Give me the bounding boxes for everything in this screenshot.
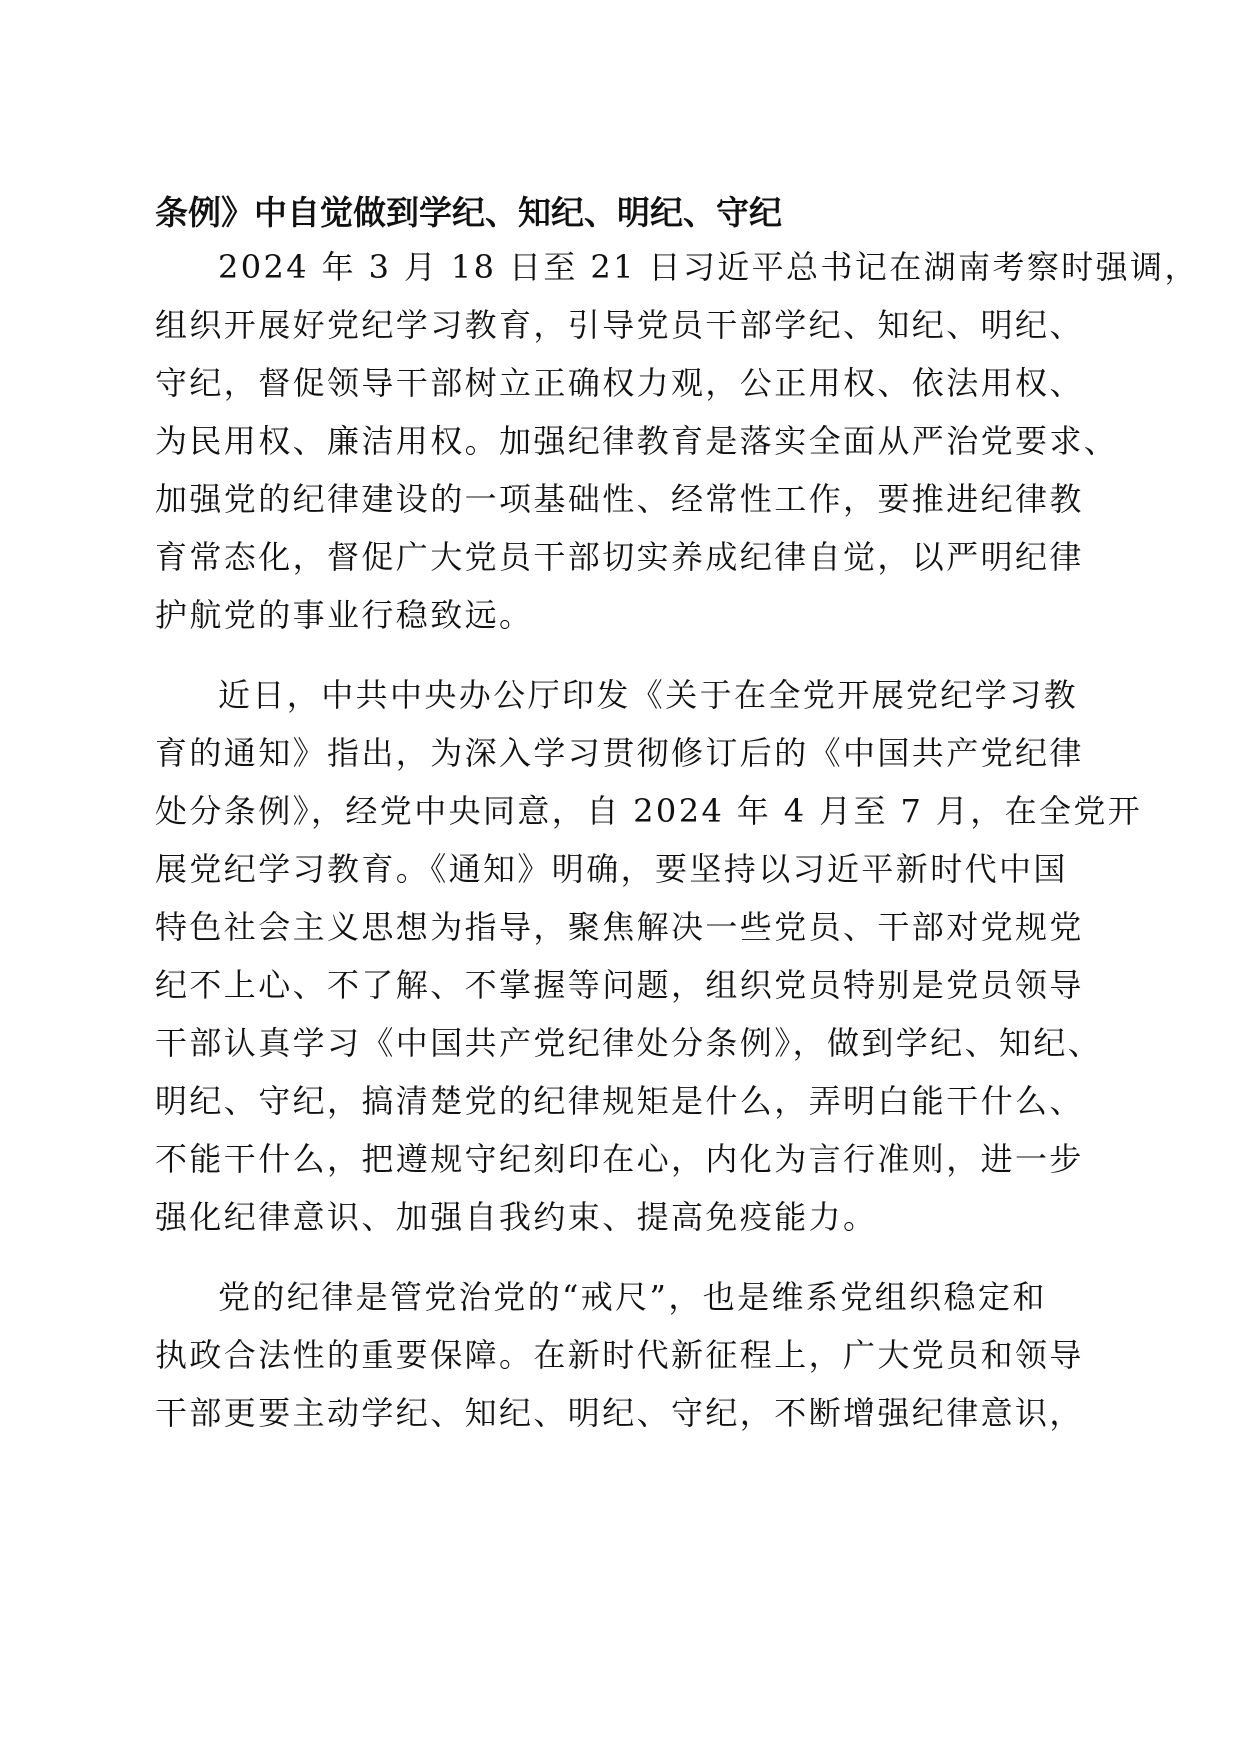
paragraph-1-line-3: 守纪，督促领导干部树立正确权力观，公正用权、依法用权、: [155, 364, 1084, 402]
paragraph-2-line-8: 明纪、守纪，搞清楚党的纪律规矩是什么，弄明白能干什么、: [155, 1082, 1084, 1120]
paragraph-1-line-2: 组织开展好党纪学习教育，引导党员干部学纪、知纪、明纪、: [155, 306, 1084, 344]
paragraph-2-line-9: 不能干什么，把遵规守纪刻印在心，内化为言行准则，进一步: [155, 1140, 1084, 1178]
section-heading: 条例》中自觉做到学纪、知纪、明纪、守纪: [155, 193, 782, 232]
paragraph-1-line-7: 护航党的事业行稳致远。: [155, 596, 534, 634]
paragraph-1-line-4: 为民用权、廉洁用权。加强纪律教育是落实全面从严治党要求、: [155, 422, 1119, 460]
paragraph-2-line-5: 特色社会主义思想为指导，聚焦解决一些党员、干部对党规党: [155, 908, 1084, 946]
paragraph-3-line-3: 干部更要主动学纪、知纪、明纪、守纪，不断增强纪律意识，: [155, 1394, 1084, 1432]
paragraph-1-line-5: 加强党的纪律建设的一项基础性、经常性工作，要推进纪律教: [155, 480, 1084, 518]
paragraph-1-line-1: 2024 年 3 月 18 日至 21 日习近平总书记在湖南考察时强调，: [218, 248, 1199, 286]
paragraph-2-line-3: 处分条例》，经党中央同意，自 2024 年 4 月至 7 月，在全党开: [155, 792, 1143, 830]
paragraph-3-line-1: 党的纪律是管党治党的“戒尺”，也是维系党组织稳定和: [218, 1278, 1047, 1316]
paragraph-2-line-10: 强化纪律意识、加强自我约束、提高免疫能力。: [155, 1198, 878, 1236]
paragraph-2-line-4: 展党纪学习教育。《通知》明确，要坚持以习近平新时代中国: [155, 850, 1068, 888]
paragraph-2-line-2: 育的通知》指出，为深入学习贯彻修订后的《中国共产党纪律: [155, 734, 1084, 772]
paragraph-3-line-2: 执政合法性的重要保障。在新时代新征程上，广大党员和领导: [155, 1336, 1084, 1374]
paragraph-2-line-7: 干部认真学习《中国共产党纪律处分条例》，做到学纪、知纪、: [155, 1024, 1103, 1062]
paragraph-1-line-6: 育常态化，督促广大党员干部切实养成纪律自觉，以严明纪律: [155, 538, 1084, 576]
paragraph-2-line-6: 纪不上心、不了解、不掌握等问题，组织党员特别是党员领导: [155, 966, 1084, 1004]
paragraph-2-line-1: 近日，中共中央办公厅印发《关于在全党开展党纪学习教: [218, 676, 1079, 714]
